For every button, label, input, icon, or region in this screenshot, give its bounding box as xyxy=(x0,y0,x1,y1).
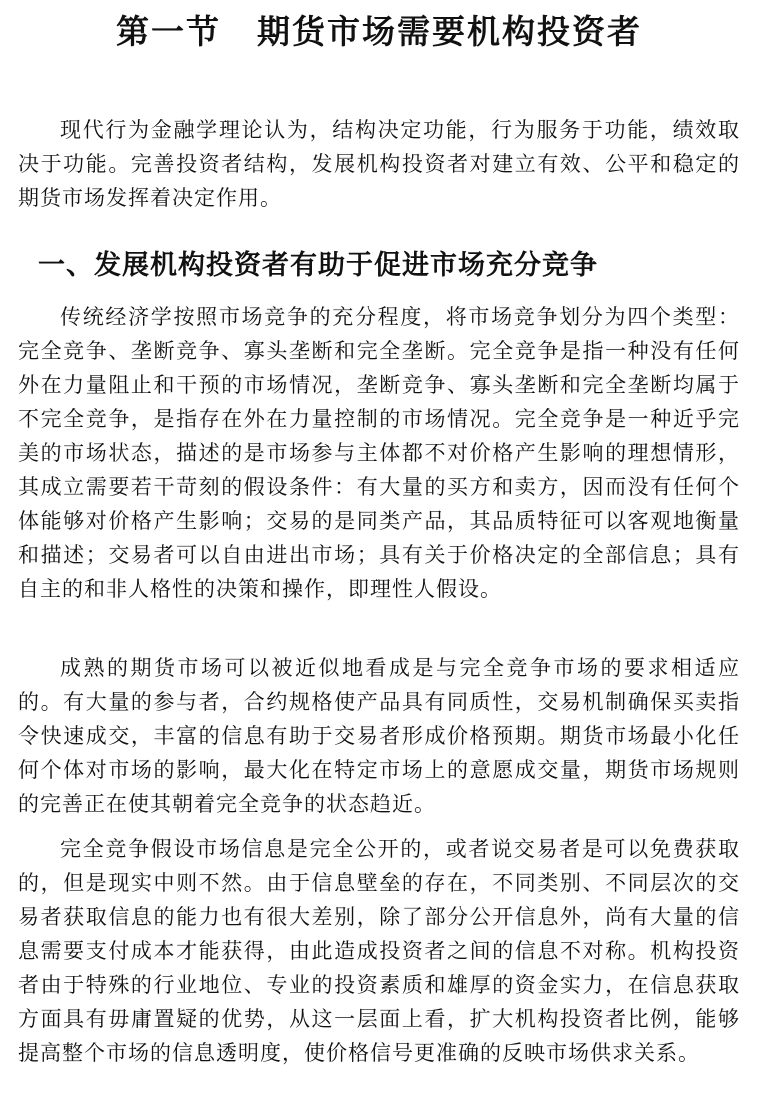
section-number: 第一节 xyxy=(116,12,221,51)
section-title xyxy=(0,10,758,54)
body-paragraph-2: 成熟的期货市场可以被近似地看成是与完全竞争市场的要求相适应的。有大量的参与者，合约规格使产品具有同质性，交易机制确保买卖指令快速成交，丰富的信息有助于交易者形成价格预期。期货市场最小化任何个体对市场的影响，最大化在特定市场上的意愿成交量，期货市场规则的完善正在使其朝着完全竞争的状态趋近。 xyxy=(18,656,740,816)
section-title-text: 期货市场需要机构投资者 xyxy=(257,12,642,51)
body-paragraph-1: 传统经济学按照市场竞争的充分程度，将市场竞争划分为四个类型：完全竞争、垄断竞争、寡头垄断和完全垄断。完全竞争是指一种没有任何外在力量阻止和干预的市场情况，垄断竞争、寡头垄断和完全垄断均属于不完全竞争，是指存在外在力量控制的市场情况。完全竞争是一种近乎完美的市场状态，描述的是市场参与主体都不对价格产生影响的理想情形，其成立需要若干苛刻的假设条件：有大量的买方和卖方，因而没有任何个体能够对价格产生影响；交易的是同类产品，其品质特征可以客观地衡量和描述；交易者可以自由进出市场；具有关于价格决定的全部信息；具有自主的和非人格性的决策和操作，即理性人假设。 xyxy=(18,305,740,601)
subsection-heading: 一、发展机构投资者有助于促进市场充分竞争 xyxy=(38,250,598,281)
intro-paragraph: 现代行为金融学理论认为，结构决定功能，行为服务于功能，绩效取决于功能。完善投资者结构，发展机构投资者对建立有效、公平和稳定的期货市场发挥着决定作用。 xyxy=(18,118,740,210)
body-paragraph-3: 完全竞争假设市场信息是完全公开的，或者说交易者是可以免费获取的，但是现实中则不然。由于信息壁垒的存在，不同类别、不同层次的交易者获取信息的能力也有很大差别，除了部分公开信息外，尚有大量的信息需要支付成本才能获得，由此造成投资者之间的信息不对称。机构投资者由于特殊的行业地位、专业的投资素质和雄厚的资金实力，在信息获取方面具有毋庸置疑的优势，从这一层面上看，扩大机构投资者比例，能够提高整个市场的信息透明度，使价格信号更准确的反映市场供求关系。 xyxy=(18,837,740,1065)
